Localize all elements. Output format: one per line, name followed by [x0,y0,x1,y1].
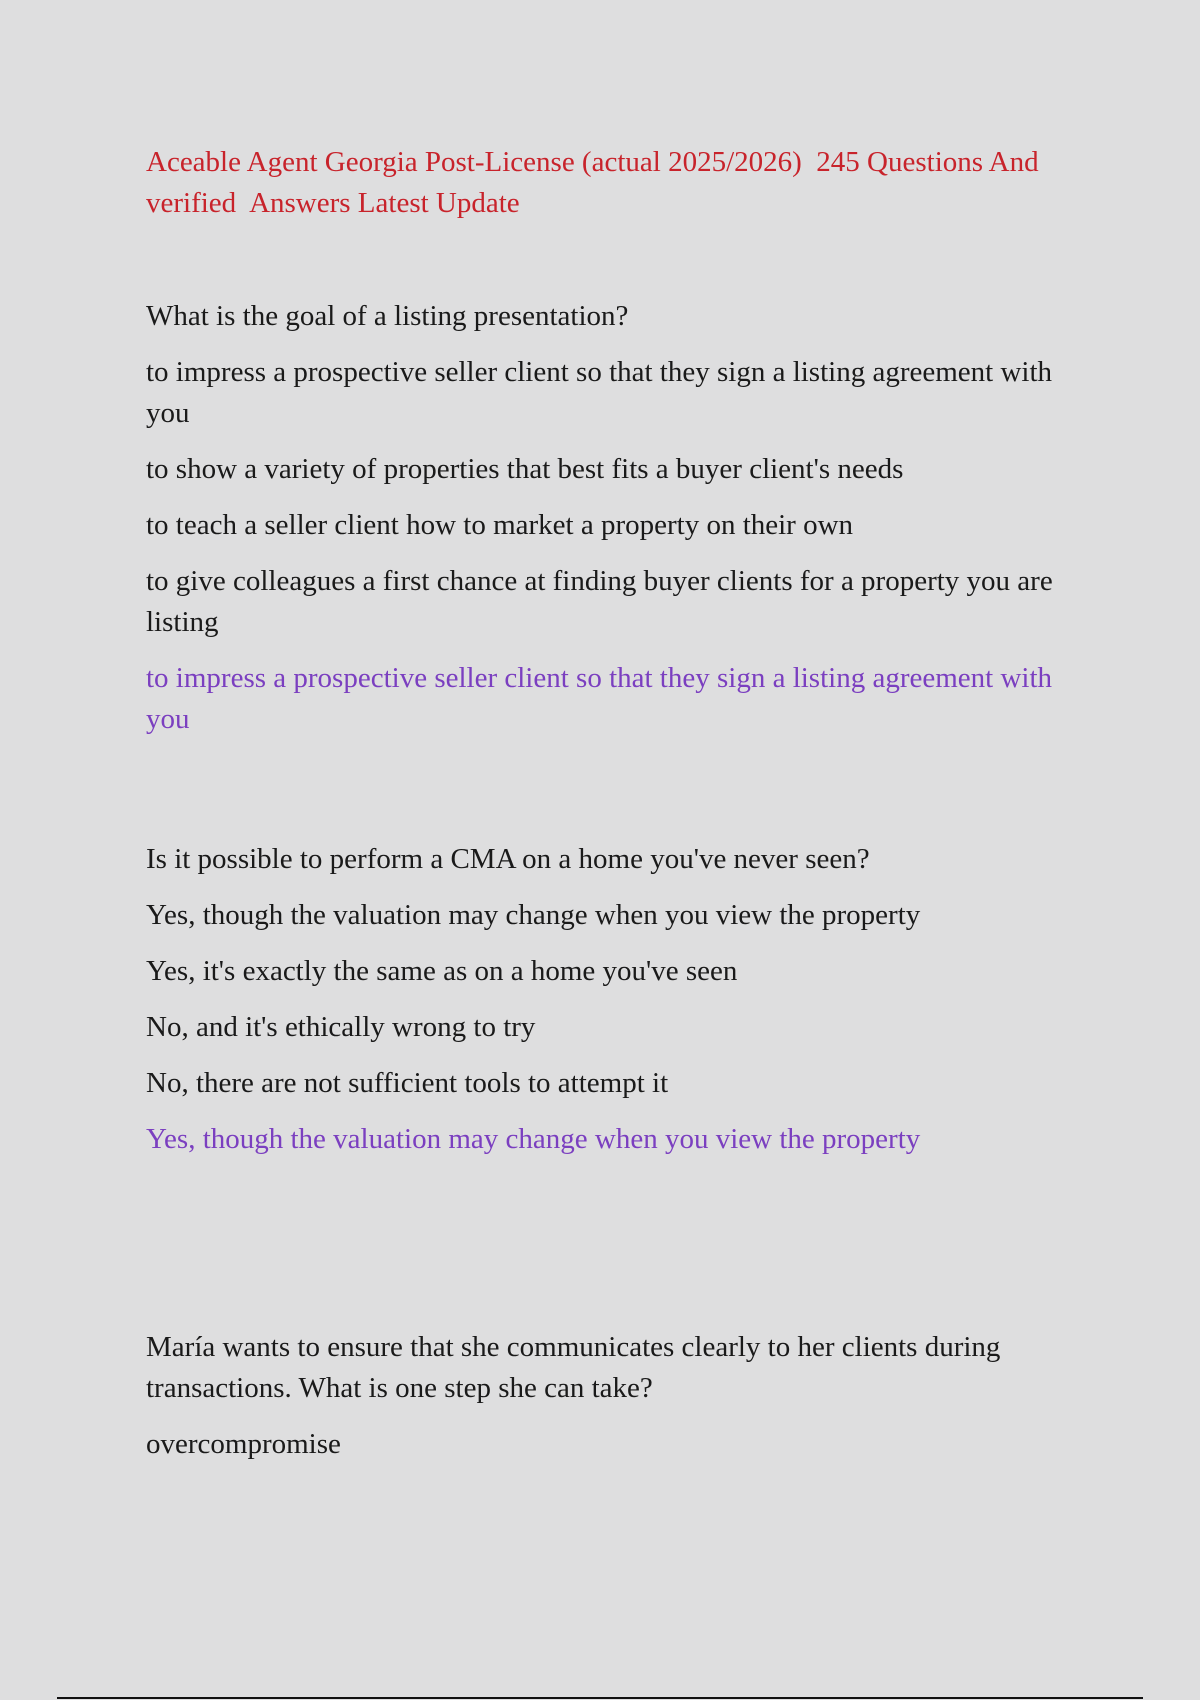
question-block-3 [146,1327,1076,1465]
correct-answer: Yes, though the valuation may change when you view the property [146,1123,921,1155]
question-text: Is it possible to perform a CMA on a home you've never seen? [146,843,870,875]
answer-option: to show a variety of properties that best fits a buyer client's needs [146,453,904,485]
answer-option: No, there are not sufficient tools to attempt it [146,1067,669,1099]
question-block-1 [146,296,1076,740]
answer-option: to impress a prospective seller client so that they sign a listing agreement with you [146,356,1060,429]
document-content [146,142,1076,1480]
correct-answer: to impress a prospective seller client so that they sign a listing agreement with you [146,662,1060,735]
question-text: María wants to ensure that she communicates clearly to her clients during transactions. What is one step she can take? [146,1331,1008,1404]
answer-option: to give colleagues a first chance at finding buyer clients for a property you are listing [146,565,1060,638]
footer-divider [57,1697,1143,1699]
spacer [146,1175,1076,1327]
question-block-2 [146,839,1076,1160]
answer-option: No, and it's ethically wrong to try [146,1011,536,1043]
answer-option: overcompromise [146,1428,341,1460]
answer-option: Yes, though the valuation may change when you view the property [146,899,921,931]
spacer [146,755,1076,839]
document-title: Aceable Agent Georgia Post-License (actual 2025/2026) 245 Questions And verified Answers Latest Update [146,146,1046,219]
answer-option: to teach a seller client how to market a property on their own [146,509,854,541]
answer-option: Yes, it's exactly the same as on a home you've seen [146,955,738,987]
question-text: What is the goal of a listing presentation? [146,300,629,332]
